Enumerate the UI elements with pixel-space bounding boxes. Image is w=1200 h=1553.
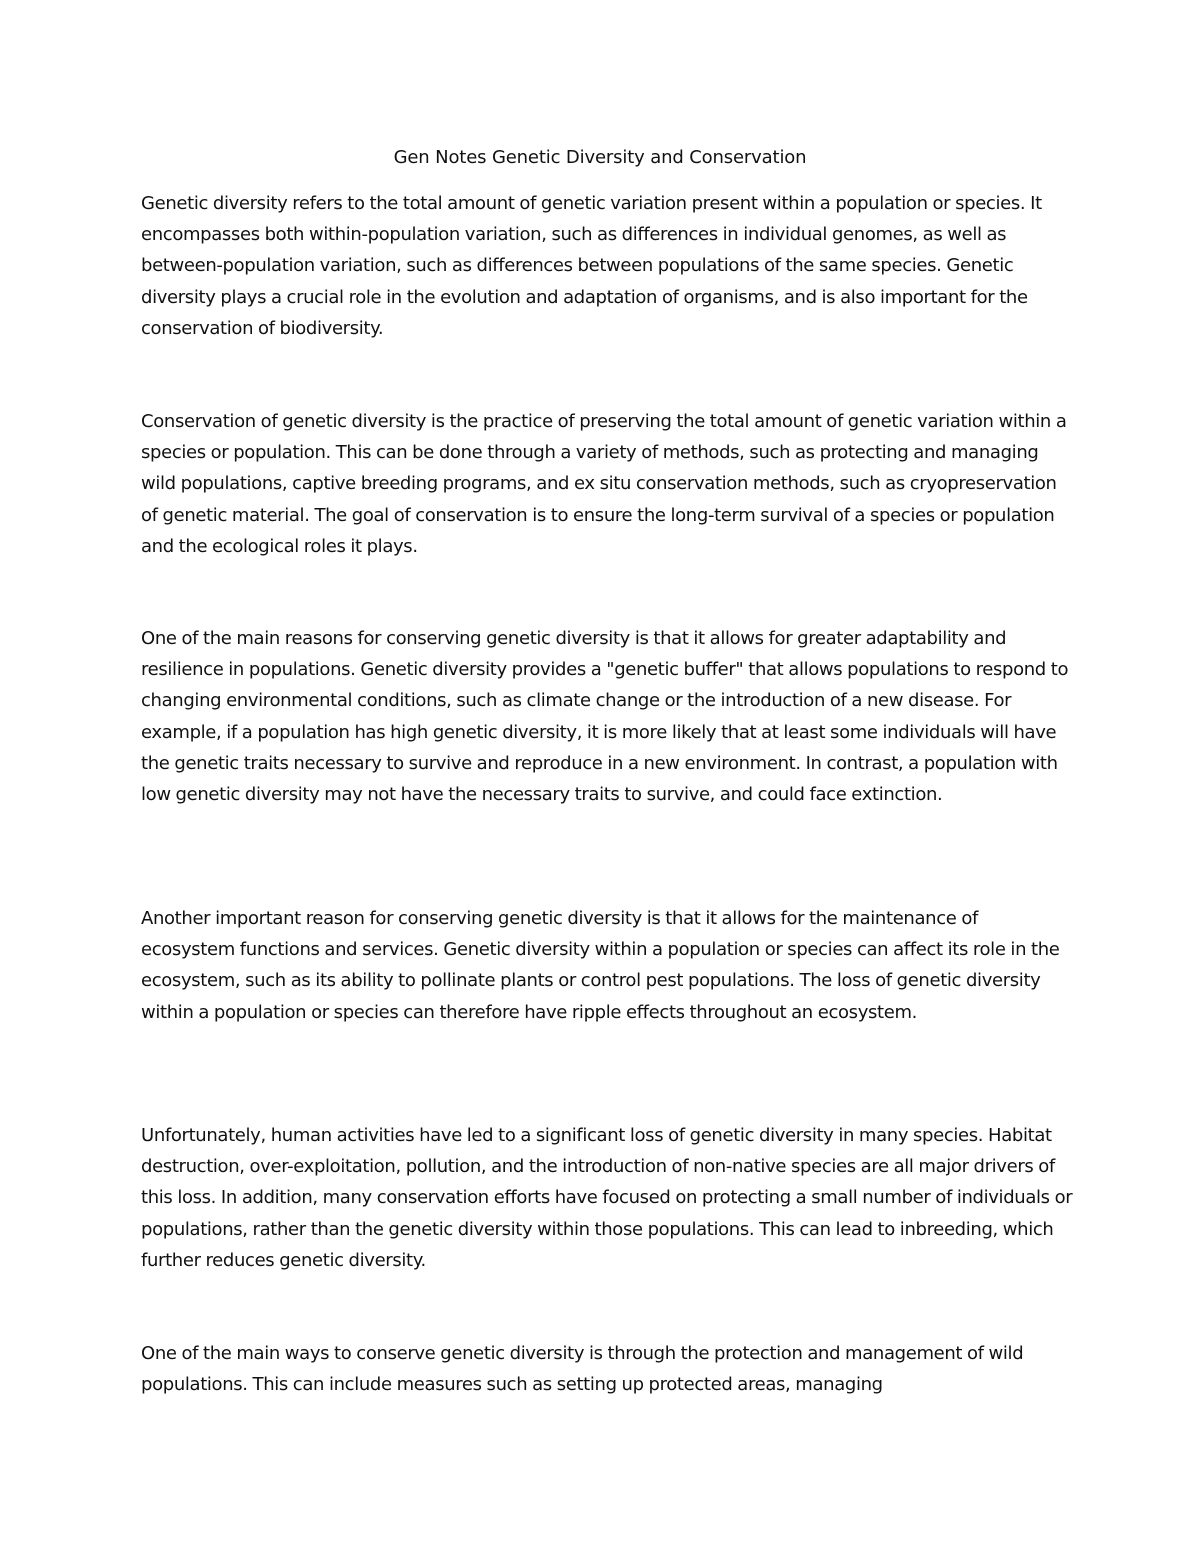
paragraph-ecosystem-functions: Another important reason for conserving genetic diversity is that it allows for the maintenance of ecosystem functions and services. Genetic diversity within a population or species can affect its role in the ecosystem, such as its ability to pollinate plants or control pest populations. The loss of genetic diversity within a population or species can therefore have ripple effects throughout an ecosystem. [141, 908, 1060, 1023]
paragraph-conservation-definition: Conservation of genetic diversity is the practice of preserving the total amount of genetic variation within a species or population. This can be done through a variety of methods, such as protecting and managing wild populations, captive breeding programs, and ex situ conservation methods, such as cryopreservation of genetic material. The goal of conservation is to ensure the long-term survival of a species or population and the ecological roles it plays. [141, 411, 1067, 557]
paragraph-genetic-diversity-definition: Genetic diversity refers to the total amount of genetic variation present within a population or species. It encompasses both within-population variation, such as differences in individual genomes, as well as between-population variation, such as differences between populations of the same species. Genetic diversity plays a crucial role in the evolution and adaptation of organisms, and is also important for the conservation of biodiversity. [141, 193, 1042, 339]
paragraph-wild-populations: One of the main ways to conserve genetic diversity is through the protection and management of wild populations. This can include measures such as setting up protected areas, managing [141, 1343, 1024, 1396]
paragraph-adaptability: One of the main reasons for conserving genetic diversity is that it allows for greater adaptability and resilience in populations. Genetic diversity provides a "genetic buffer" that allows populations to respond to changing environmental conditions, such as climate change or the introduction of a new disease. For example, if a population has high genetic diversity, it is more likely that at least some individuals will have the genetic traits necessary to survive and reproduce in a new environment. In contrast, a population with low genetic diversity may not have the necessary traits to survive, and could face extinction. [141, 628, 1069, 806]
document-title: Gen Notes Genetic Diversity and Conservation [393, 147, 807, 168]
paragraph-human-activities: Unfortunately, human activities have led to a significant loss of genetic diversity in many species. Habitat destruction, over-exploitation, pollution, and the introduction of non-native species are all major drivers of this loss. In addition, many conservation efforts have focused on protecting a small number of individuals or populations, rather than the genetic diversity within those populations. This can lead to inbreeding, which further reduces genetic diversity. [141, 1125, 1073, 1271]
